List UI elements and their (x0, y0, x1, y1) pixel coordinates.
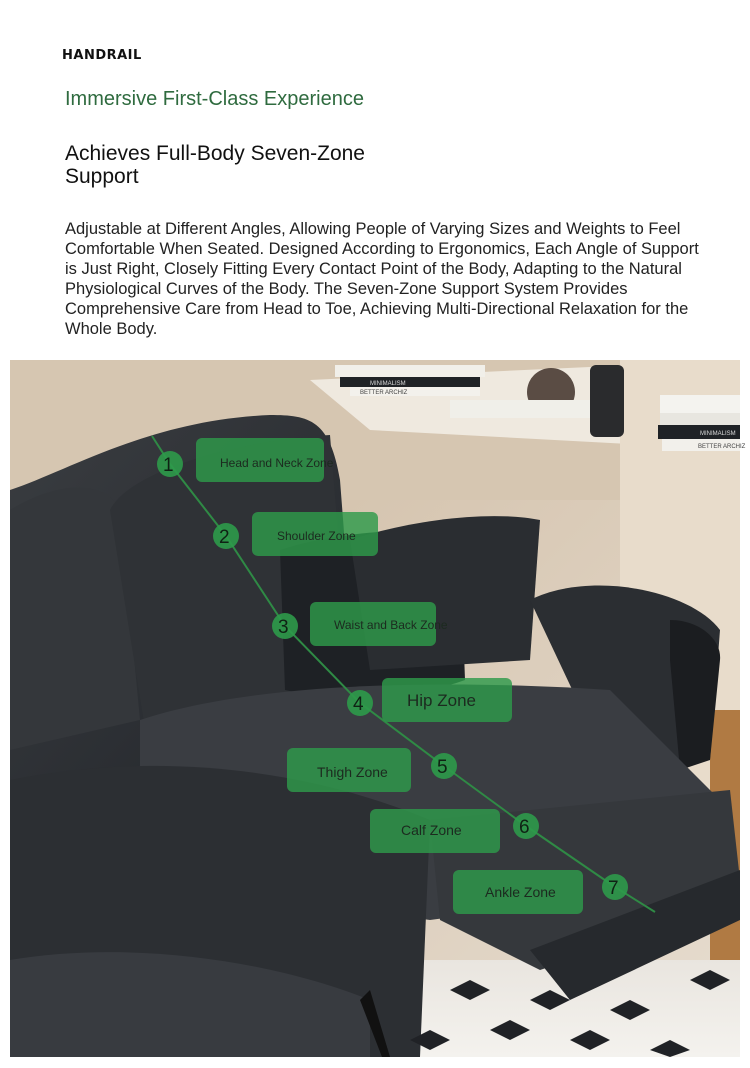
subheadline: Achieves Full-Body Seven-Zone Support (65, 142, 365, 188)
svg-text:Hip Zone: Hip Zone (407, 691, 476, 710)
svg-text:6: 6 (519, 817, 530, 838)
svg-text:5: 5 (437, 757, 448, 778)
svg-text:MINIMALISM: MINIMALISM (700, 431, 736, 437)
svg-text:Shoulder Zone: Shoulder Zone (277, 529, 356, 543)
svg-text:4: 4 (353, 694, 364, 715)
sofa-photo (10, 360, 746, 1057)
sofa-illustration (10, 360, 746, 1057)
svg-text:7: 7 (608, 878, 619, 899)
description-paragraph: Adjustable at Different Angles, Allowing People of Varying Sizes and Weights to Feel Comfortable When Seated. Designed According to Ergonomics, Each Angle of Support is Just Right, Closely Fitting Every Contact Point of the Body, Adapting to the Natural Physiological Curves of the Body. The Seven-Zone Support System Provides Comprehensive Care from Head to Toe, Achieving Multi-Directional Relaxation for the Whole Body. (65, 220, 699, 338)
svg-text:Waist and Back Zone: Waist and Back Zone (334, 618, 448, 632)
brand-logo: HANDRAIL (62, 48, 142, 63)
svg-text:Ankle Zone: Ankle Zone (485, 884, 556, 900)
svg-text:3: 3 (278, 617, 289, 638)
svg-text:Head and Neck Zone: Head and Neck Zone (220, 456, 334, 470)
svg-text:2: 2 (219, 527, 230, 548)
svg-text:Calf Zone: Calf Zone (401, 822, 462, 838)
svg-text:Thigh Zone: Thigh Zone (317, 764, 388, 780)
svg-text:BETTER ARCHIZ: BETTER ARCHIZ (360, 390, 408, 396)
svg-text:1: 1 (163, 455, 174, 476)
svg-text:MINIMALISM: MINIMALISM (370, 381, 406, 387)
svg-text:BETTER ARCHIZ: BETTER ARCHIZ (698, 444, 746, 450)
headline: Immersive First-Class Experience (65, 88, 364, 110)
